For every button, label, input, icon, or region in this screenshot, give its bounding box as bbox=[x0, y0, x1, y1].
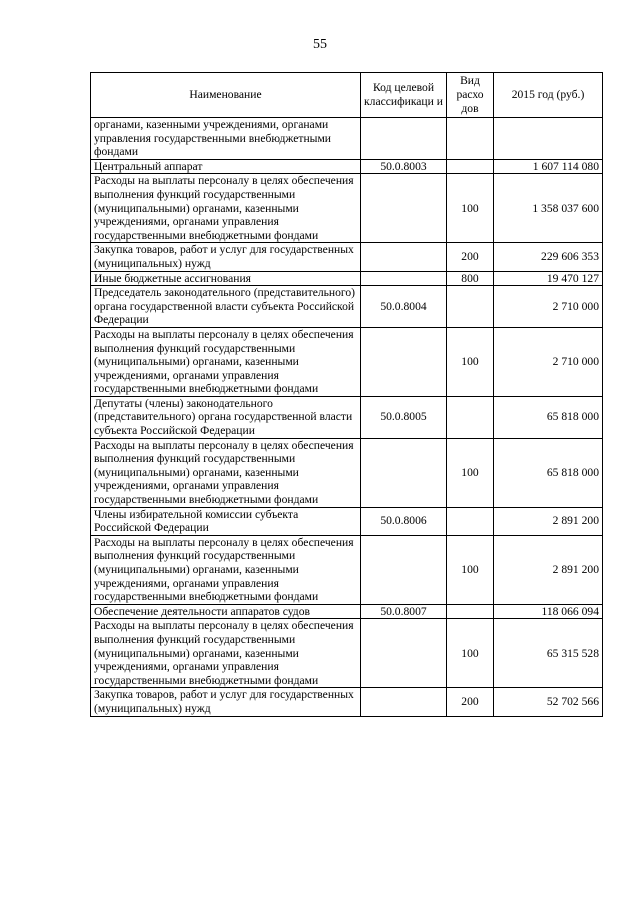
row-code bbox=[361, 438, 447, 507]
row-code bbox=[361, 174, 447, 243]
row-name: Иные бюджетные ассигнования bbox=[91, 271, 361, 286]
row-type bbox=[447, 396, 494, 438]
table-row bbox=[91, 438, 603, 507]
row-name: Закупка товаров, работ и услуг для государственных (муниципальных) нужд bbox=[91, 243, 361, 271]
row-name: органами, казенными учреждениями, органами управления государственными внебюджетными фондами bbox=[91, 118, 361, 160]
row-sum: 2 891 200 bbox=[494, 507, 603, 535]
row-sum: 1 607 114 080 bbox=[494, 159, 603, 174]
table-row bbox=[91, 271, 603, 286]
table-row bbox=[91, 604, 603, 619]
row-sum bbox=[494, 118, 603, 160]
row-name: Расходы на выплаты персоналу в целях обеспечения выполнения функций государственными (муниципальными) органами, казенными учреждениями, органами управления государственными внебюджетными фондами bbox=[91, 438, 361, 507]
row-type: 100 bbox=[447, 438, 494, 507]
table-row bbox=[91, 619, 603, 688]
row-sum: 65 818 000 bbox=[494, 438, 603, 507]
row-name: Центральный аппарат bbox=[91, 159, 361, 174]
row-code bbox=[361, 271, 447, 286]
row-sum: 65 315 528 bbox=[494, 619, 603, 688]
row-type: 100 bbox=[447, 327, 494, 396]
row-type: 100 bbox=[447, 619, 494, 688]
row-code: 50.0.8006 bbox=[361, 507, 447, 535]
row-name: Председатель законодательного (представительного) органа государственной власти субъекта Российской Федерации bbox=[91, 286, 361, 328]
row-code: 50.0.8007 bbox=[361, 604, 447, 619]
row-code bbox=[361, 118, 447, 160]
row-sum: 52 702 566 bbox=[494, 688, 603, 716]
row-type: 100 bbox=[447, 174, 494, 243]
row-type bbox=[447, 159, 494, 174]
row-sum: 2 710 000 bbox=[494, 286, 603, 328]
row-code bbox=[361, 619, 447, 688]
table-header-row bbox=[91, 73, 603, 118]
row-code bbox=[361, 243, 447, 271]
table-row bbox=[91, 159, 603, 174]
row-code: 50.0.8003 bbox=[361, 159, 447, 174]
table-row bbox=[91, 174, 603, 243]
row-name: Расходы на выплаты персоналу в целях обеспечения выполнения функций государственными (муниципальными) органами, казенными учреждениями, органами управления государственными внебюджетными фондами bbox=[91, 174, 361, 243]
row-sum: 19 470 127 bbox=[494, 271, 603, 286]
row-type bbox=[447, 507, 494, 535]
row-name: Члены избирательной комиссии субъекта Российской Федерации bbox=[91, 507, 361, 535]
row-sum: 65 818 000 bbox=[494, 396, 603, 438]
column-header-sum: 2015 год (руб.) bbox=[494, 73, 603, 118]
row-sum: 229 606 353 bbox=[494, 243, 603, 271]
column-header-code: Код целевой классификаци и bbox=[361, 73, 447, 118]
row-name: Расходы на выплаты персоналу в целях обеспечения выполнения функций государственными (муниципальными) органами, казенными учреждениями, органами управления государственными внебюджетными фондами bbox=[91, 535, 361, 604]
row-type: 200 bbox=[447, 243, 494, 271]
table-row bbox=[91, 118, 603, 160]
row-name: Депутаты (члены) законодательного (представительного) органа государственной власти субъекта Российской Федерации bbox=[91, 396, 361, 438]
row-sum: 118 066 094 bbox=[494, 604, 603, 619]
table-row bbox=[91, 535, 603, 604]
row-code bbox=[361, 688, 447, 716]
row-type: 200 bbox=[447, 688, 494, 716]
row-type: 100 bbox=[447, 535, 494, 604]
row-type bbox=[447, 604, 494, 619]
table-row bbox=[91, 327, 603, 396]
row-sum: 1 358 037 600 bbox=[494, 174, 603, 243]
row-name: Закупка товаров, работ и услуг для государственных (муниципальных) нужд bbox=[91, 688, 361, 716]
row-code: 50.0.8004 bbox=[361, 286, 447, 328]
row-type: 800 bbox=[447, 271, 494, 286]
page-number: 55 bbox=[313, 37, 327, 52]
row-code bbox=[361, 535, 447, 604]
row-type bbox=[447, 118, 494, 160]
table-row bbox=[91, 243, 603, 271]
budget-table bbox=[90, 72, 603, 717]
row-sum: 2 710 000 bbox=[494, 327, 603, 396]
row-code: 50.0.8005 bbox=[361, 396, 447, 438]
column-header-name: Наименование bbox=[91, 73, 361, 118]
row-sum: 2 891 200 bbox=[494, 535, 603, 604]
row-name: Расходы на выплаты персоналу в целях обеспечения выполнения функций государственными (муниципальными) органами, казенными учреждениями, органами управления государственными внебюджетными фондами bbox=[91, 619, 361, 688]
table-row bbox=[91, 396, 603, 438]
row-code bbox=[361, 327, 447, 396]
column-header-type: Вид расхо дов bbox=[447, 73, 494, 118]
row-type bbox=[447, 286, 494, 328]
table-row bbox=[91, 507, 603, 535]
row-name: Обеспечение деятельности аппаратов судов bbox=[91, 604, 361, 619]
table-row bbox=[91, 688, 603, 716]
row-name: Расходы на выплаты персоналу в целях обеспечения выполнения функций государственными (муниципальными) органами, казенными учреждениями, органами управления государственными внебюджетными фондами bbox=[91, 327, 361, 396]
table-row bbox=[91, 286, 603, 328]
